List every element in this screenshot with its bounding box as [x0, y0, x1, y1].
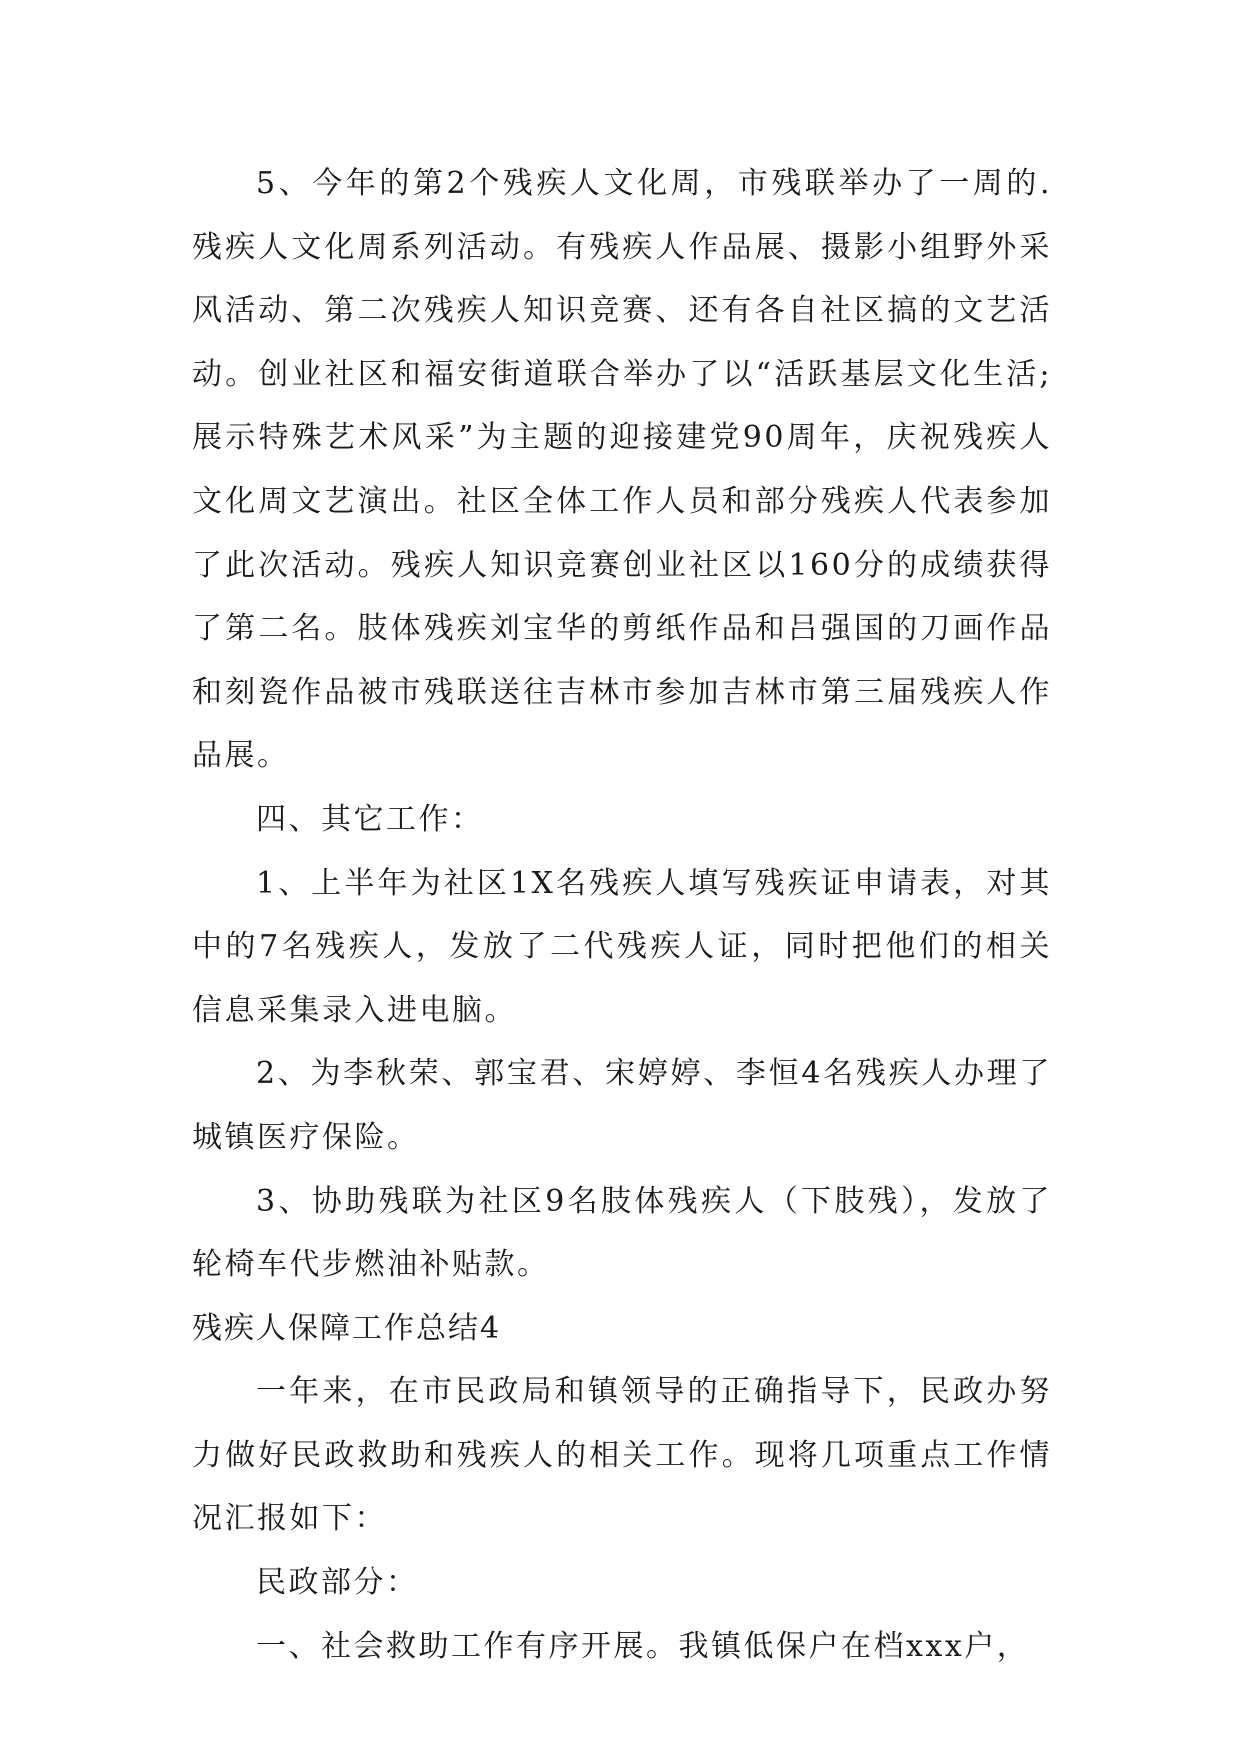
paragraph-wheelchair-subsidy: 3、协助残联为社区9名肢体残疾人（下肢残），发放了轮椅车代步燃油补贴款。 — [192, 1183, 1052, 1283]
paragraph-cultural-week: 5、今年的第2个残疾人文化周，市残联举办了一周的.残疾人文化周系列活动。有残疾人作品展、摄影小组野外采风活动、第二次残疾人知识竞赛、还有各自社区搞的文艺活动。创业社区和福安街道联合举办了以“活跃基层文化生活;展示特殊艺术风采”为主题的迎接建党90周年，庆祝残疾人文化周文艺演出。社区全体工作人员和部分残疾人代表参加了此次活动。残疾人知识竞赛创业社区以160分的成绩获得了第二名。肢体残疾刘宝华的剪纸作品和吕强国的刀画作品和刻瓷作品被市残联送往吉林市参加吉林市第三届残疾人作品展。 — [192, 166, 1052, 774]
section-heading-civil-affairs: 民政部分： — [256, 1565, 419, 1601]
section-heading-other-work: 四、其它工作： — [256, 801, 484, 837]
paragraph-social-assistance: 一、社会救助工作有序开展。我镇低保户在档xxx户， — [256, 1628, 1030, 1664]
document-section-title: 残疾人保障工作总结4 — [192, 1310, 502, 1346]
paragraph-disability-certificates: 1、上半年为社区1X名残疾人填写残疾证申请表，对其中的7名残疾人，发放了二代残疾人证，同时把他们的相关信息采集录入进电脑。 — [192, 865, 1052, 1028]
document-page — [192, 152, 1052, 1678]
paragraph-medical-insurance: 2、为李秋荣、郭宝君、宋婷婷、李恒4名残疾人办理了城镇医疗保险。 — [192, 1056, 1052, 1155]
paragraph-year-summary-intro: 一年来，在市民政局和镇领导的正确指导下，民政办努力做好民政救助和残疾人的相关工作。现将几项重点工作情况汇报如下： — [192, 1374, 1052, 1537]
